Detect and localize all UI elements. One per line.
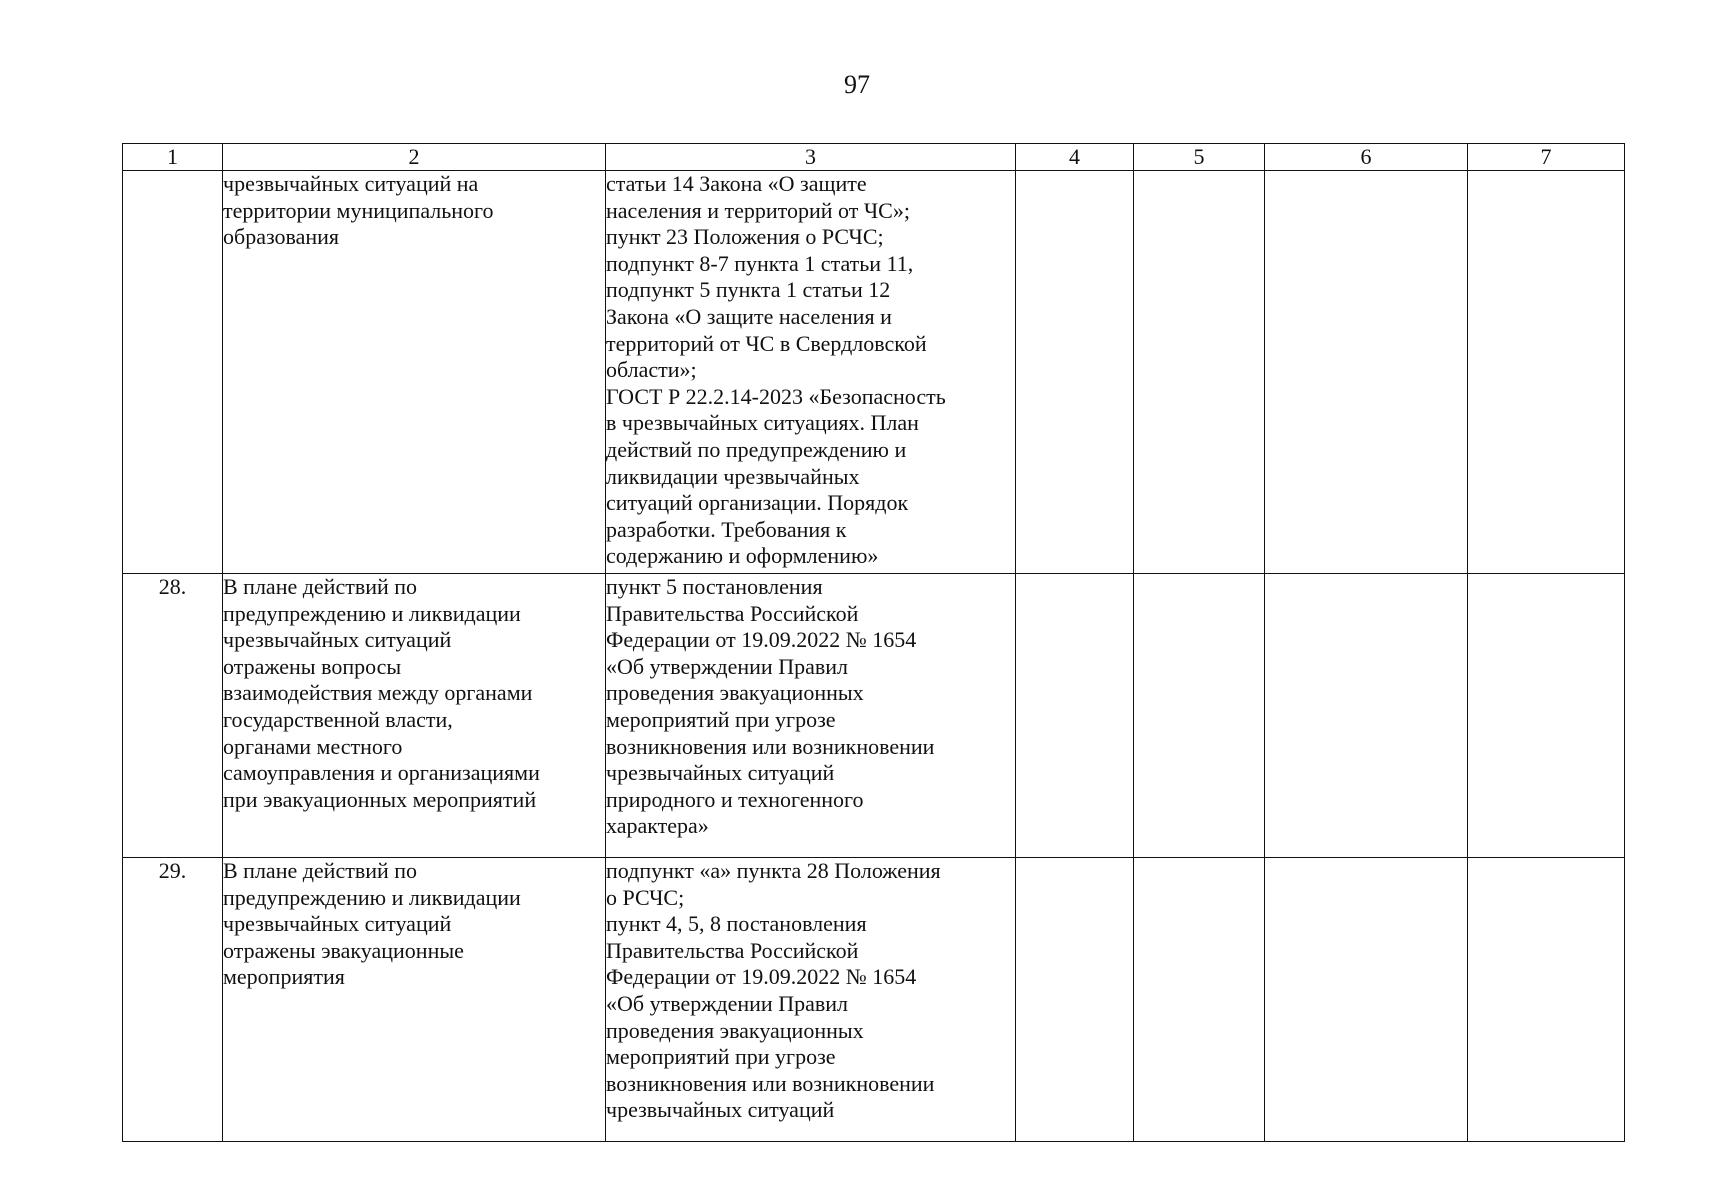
page-number: 97: [844, 70, 870, 99]
requirement-text: В плане действий по предупреждению и ликвидации чрезвычайных ситуаций отражены эвакуационные мероприятия: [223, 858, 606, 1142]
cell-col-5: [1134, 171, 1265, 574]
legal-reference-text: подпункт «а» пункта 28 Положения о РСЧС; пункт 4, 5, 8 постановления Правительства Российской Федерации от 19.09.2022 № 1654 «Об утверждении Правил проведения эвакуационных мероприятий при угрозе возникновения или возникновении чрезвычайных ситуаций: [606, 858, 1016, 1142]
column-header-6: 6: [1265, 144, 1468, 171]
row-number: 28.: [123, 574, 223, 858]
column-header-1: 1: [123, 144, 223, 171]
cell-col-5: [1134, 574, 1265, 858]
requirement-text: В плане действий по предупреждению и ликвидации чрезвычайных ситуаций отражены вопросы взаимодействия между органами государственной власти, органами местного самоуправления и организациями при эвакуационных мероприятий: [223, 574, 606, 858]
column-header-7: 7: [1468, 144, 1625, 171]
cell-col-6: [1265, 858, 1468, 1142]
table-row: [123, 858, 1625, 1142]
table-row: [123, 574, 1625, 858]
requirement-text: чрезвычайных ситуаций на территории муниципального образования: [223, 171, 606, 574]
cell-col-7: [1468, 574, 1625, 858]
cell-col-7: [1468, 858, 1625, 1142]
cell-col-6: [1265, 574, 1468, 858]
cell-col-4: [1016, 574, 1134, 858]
table-row: [123, 171, 1625, 574]
row-number: [123, 171, 223, 574]
cell-col-4: [1016, 171, 1134, 574]
header-row: [123, 144, 1625, 171]
legal-reference-text: пункт 5 постановления Правительства Российской Федерации от 19.09.2022 № 1654 «Об утверждении Правил проведения эвакуационных мероприятий при угрозе возникновения или возникновении чрезвычайных ситуаций природного и техногенного характера»: [606, 574, 1016, 858]
column-header-3: 3: [606, 144, 1016, 171]
row-number: 29.: [123, 858, 223, 1142]
requirements-table: [122, 143, 1625, 1142]
column-header-2: 2: [223, 144, 606, 171]
cell-col-6: [1265, 171, 1468, 574]
cell-col-7: [1468, 171, 1625, 574]
legal-reference-text: статьи 14 Закона «О защите населения и территорий от ЧС»; пункт 23 Положения о РСЧС; подпункт 8-7 пункта 1 статьи 11, подпункт 5 пункта 1 статьи 12 Закона «О защите населения и территорий от ЧС в Свердловской области»; ГОСТ Р 22.2.14-2023 «Безопасность в чрезвычайных ситуациях. План действий по предупреждению и ликвидации чрезвычайных ситуаций организации. Порядок разработки. Требования к содержанию и оформлению»: [606, 171, 1016, 574]
column-header-5: 5: [1134, 144, 1265, 171]
cell-col-5: [1134, 858, 1265, 1142]
cell-col-4: [1016, 858, 1134, 1142]
column-header-4: 4: [1016, 144, 1134, 171]
